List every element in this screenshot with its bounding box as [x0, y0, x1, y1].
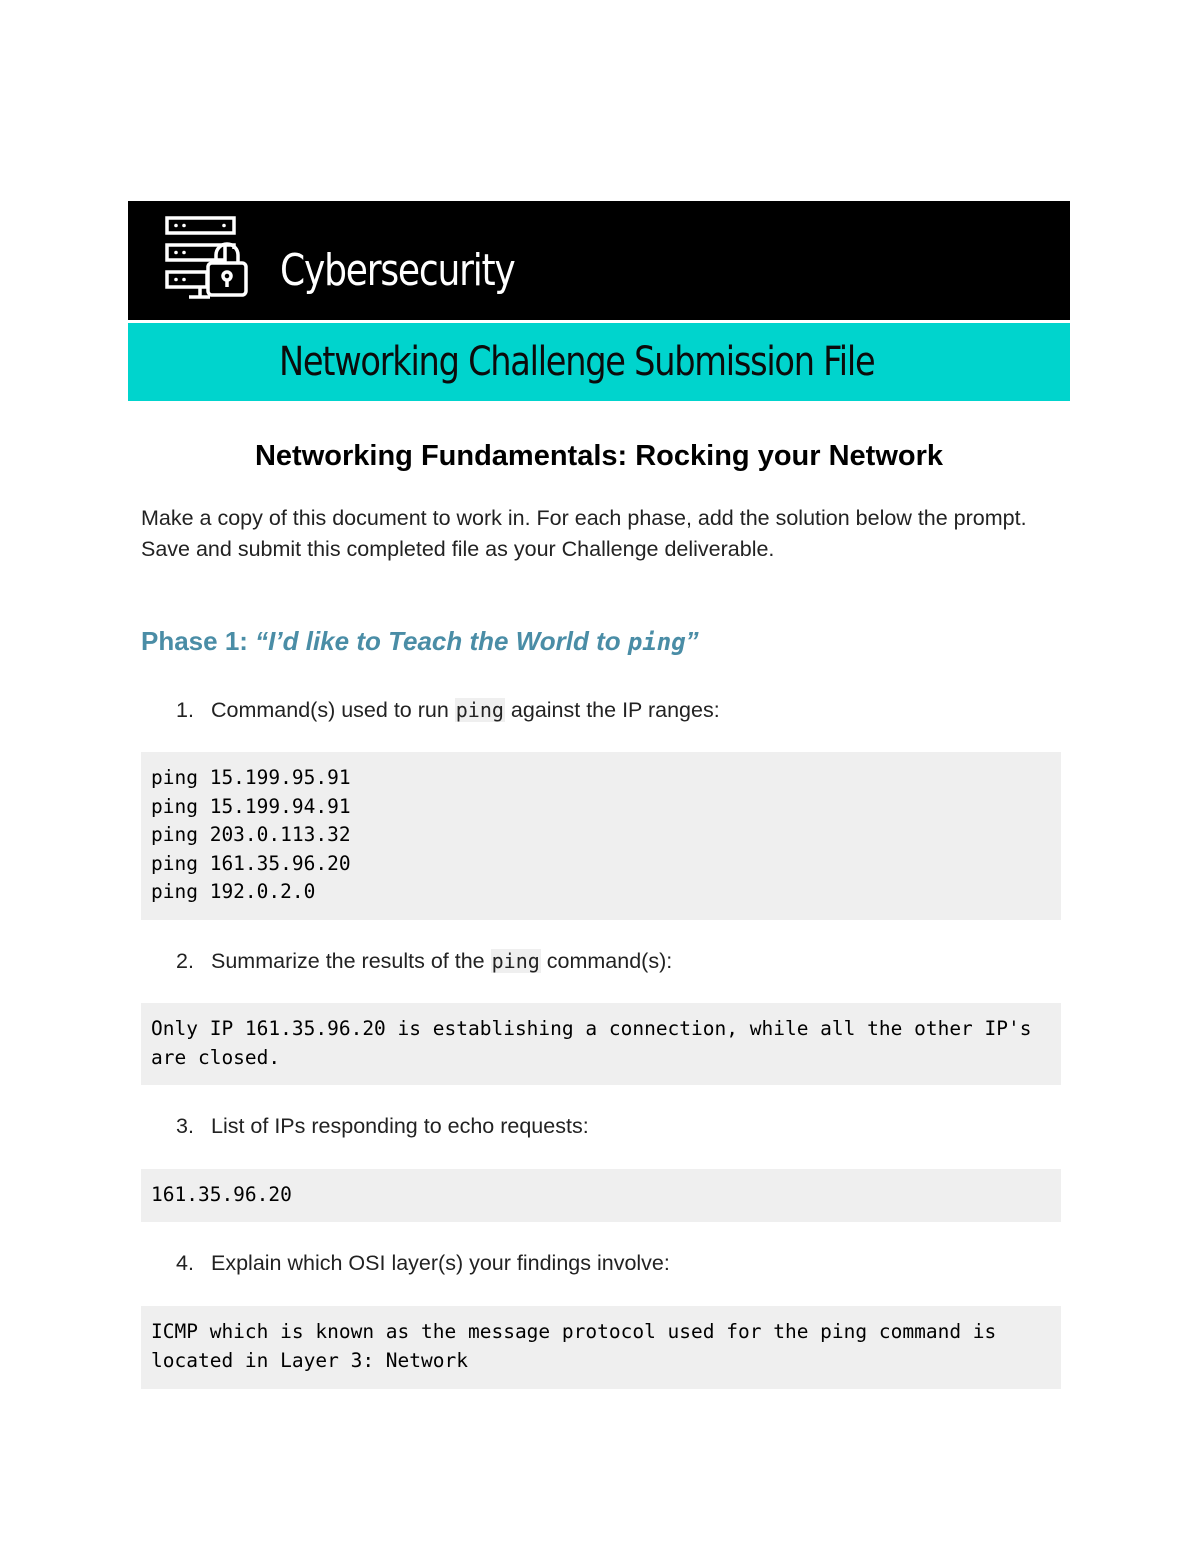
- subtitle-banner: [128, 323, 1070, 401]
- answer-block-2[interactable]: Only IP 161.35.96.20 is establishing a connection, while all the other IP's are closed.: [141, 1003, 1061, 1085]
- question-number: 4.: [176, 1251, 194, 1275]
- question-text: Explain which OSI layer(s) your findings involve:: [211, 1251, 670, 1275]
- question-inline-code: ping: [491, 949, 540, 973]
- phase-quote-code: ping: [627, 628, 686, 656]
- answer-block-3[interactable]: 161.35.96.20: [141, 1169, 1061, 1222]
- intro-paragraph: Make a copy of this document to work in. For each phase, add the solution below the prompt. Save and submit this completed file as your Challenge deliverable.: [141, 506, 1027, 561]
- question-text: Summarize the results of the: [211, 949, 491, 973]
- question-4: [176, 1251, 670, 1276]
- question-inline-code: ping: [455, 698, 504, 722]
- document-title: Networking Fundamentals: Rocking your Network: [254, 440, 944, 472]
- question-3: [176, 1114, 589, 1139]
- question-number: 2.: [176, 949, 194, 973]
- question-2: [176, 949, 672, 974]
- answer-block-4[interactable]: ICMP which is known as the message protocol used for the ping command is located in Layer 3: Network: [141, 1306, 1061, 1389]
- phase-1-heading: [141, 626, 699, 657]
- question-number: 3.: [176, 1114, 194, 1138]
- header-banner: [128, 201, 1070, 320]
- phase-label: Phase 1:: [141, 626, 256, 656]
- question-text: List of IPs responding to echo requests:: [211, 1114, 589, 1138]
- question-text: Command(s) used to run: [211, 698, 455, 722]
- banner-subtitle: Networking Challenge Submission File: [279, 339, 875, 385]
- question-1: [176, 698, 720, 723]
- answer-block-1[interactable]: ping 15.199.95.91 ping 15.199.94.91 ping 203.0.113.32 ping 161.35.96.20 ping 192.0.2.0: [141, 752, 1061, 920]
- question-text-end: command(s):: [540, 949, 673, 973]
- phase-quote-close: ”: [685, 626, 699, 656]
- question-number: 1.: [176, 698, 194, 722]
- server-lock-icon: [164, 215, 252, 303]
- question-text-end: against the IP ranges:: [504, 698, 720, 722]
- phase-quote-open: “I’d like to Teach the World to: [255, 626, 628, 656]
- brand-name: Cybersecurity: [280, 245, 515, 296]
